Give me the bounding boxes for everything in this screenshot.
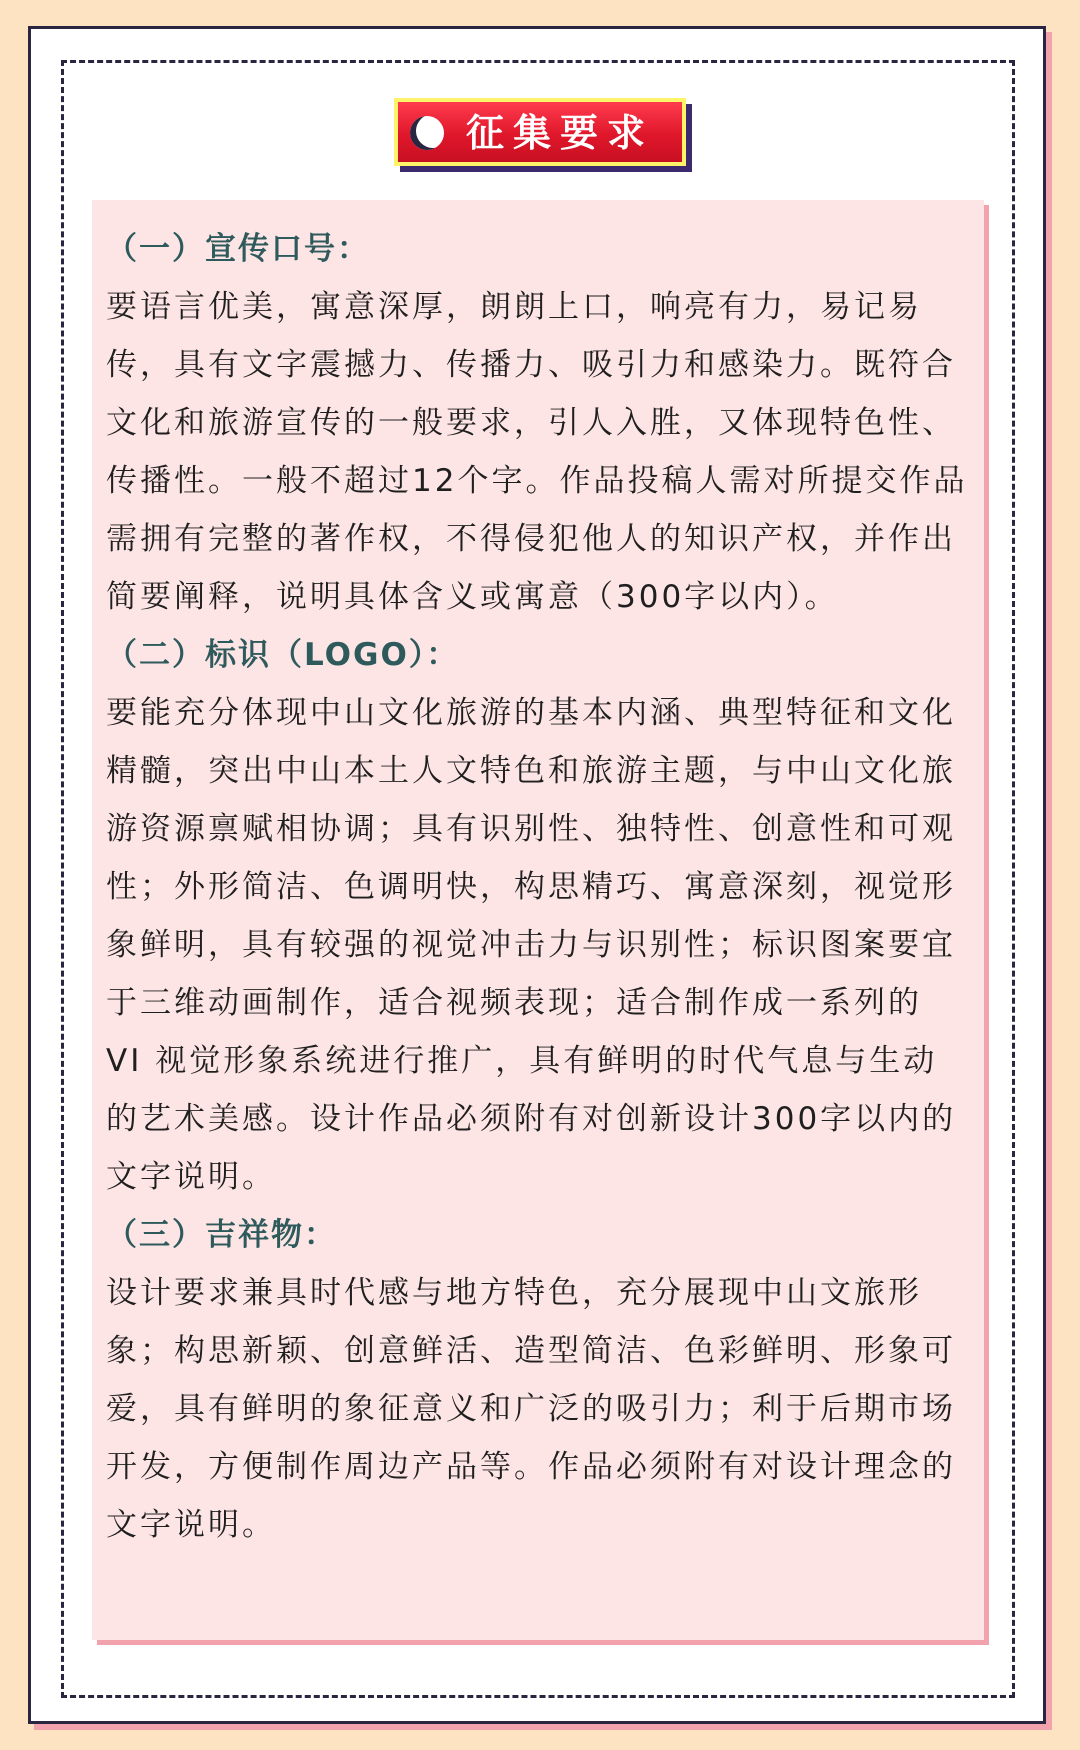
section-body-logo: 要能充分体现中山文化旅游的基本内涵、典型特征和文化精髓，突出中山本土人文特色和旅游主题，与中山文化旅游资源禀赋相协调；具有识别性、独特性、创意性和可观性；外形简洁、色调明快，构思精巧、寓意深刻，视觉形象鲜明，具有较强的视觉冲击力与识别性；标识图案要宜于三维动画制作，适合视频表现；适合制作成一系列的 VI 视觉形象系统进行推广，具有鲜明的时代气息与生动的艺术美感。设计作品必须附有对创新设计300字以内的文字说明。 (106, 695, 957, 1195)
requirements-panel (92, 200, 984, 1640)
page-title: 征集要求 (466, 111, 655, 155)
section-heading-logo: （二）标识（LOGO）： (106, 637, 460, 673)
circle-bullet-icon (410, 116, 444, 150)
title-badge (394, 98, 686, 166)
section-body-mascot: 设计要求兼具时代感与地方特色，充分展现中山文旅形象；构思新颖、创意鲜活、造型简洁、色彩鲜明、形象可爱，具有鲜明的象征意义和广泛的吸引力；利于后期市场开发，方便制作周边产品等。作品必须附有对设计理念的文字说明。 (106, 1275, 956, 1543)
section-body-slogan: 要语言优美，寓意深厚，朗朗上口，响亮有力，易记易传，具有文字震撼力、传播力、吸引力和感染力。既符合文化和旅游宣传的一般要求，引人入胜，又体现特色性、传播性。一般不超过12个字。作品投稿人需对所提交作品需拥有完整的著作权，不得侵犯他人的知识产权，并作出简要阐释，说明具体含义或寓意（300字以内）。 (106, 289, 968, 615)
section-heading-mascot: （三）吉祥物： (106, 1217, 337, 1253)
section-heading-slogan: （一）宣传口号： (106, 231, 370, 267)
